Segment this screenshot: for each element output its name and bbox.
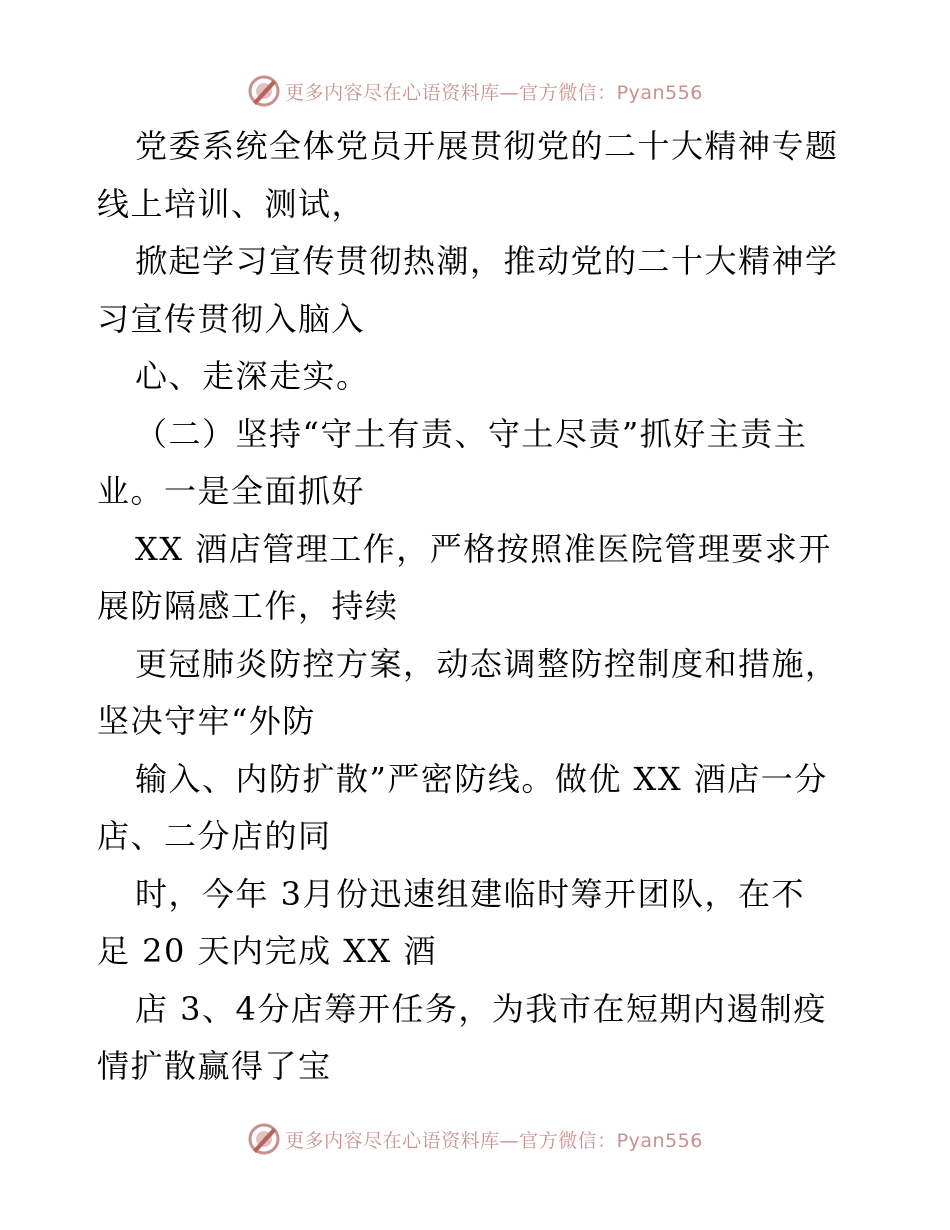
- header-watermark: [0, 69, 950, 113]
- text-line: 时，今年 3月份迅速组建临时筹开团队，在不: [135, 874, 806, 913]
- text-line: 输入、内防扩散”严密防线。做优 XX 酒店一分: [135, 759, 828, 798]
- text-line: 情扩散赢得了宝: [97, 1047, 332, 1085]
- text-line: 店 3、4分店筹开任务，为我市在短期内遏制疫: [135, 989, 827, 1028]
- text-line: 坚决守牢“外防: [97, 702, 316, 740]
- text-line: 党委系统全体党员开展贯彻党的二十大精神专题: [135, 127, 839, 165]
- watermark-text: 更多内容尽在心语资料库—官方微信：Pyan556: [285, 81, 703, 104]
- text-line: 线上培训、测试，: [97, 184, 366, 223]
- text-line: 展防隔感工作，持续: [97, 587, 399, 625]
- document-body: [97, 118, 857, 1096]
- text-line: 足 20 天内完成 XX 酒: [97, 932, 437, 970]
- text-line: 店、二分店的同: [97, 817, 332, 855]
- text-line: XX 酒店管理工作，严格按照准医院管理要求开: [135, 529, 832, 568]
- text-line: 更冠肺炎防控方案，动态调整防控制度和措施，: [135, 644, 839, 683]
- text-line: 习宣传贯彻入脑入: [97, 299, 366, 338]
- text-line: （二）坚持“守土有责、守土尽责”抓好主责主: [135, 414, 808, 453]
- text-line: 业。一是全面抓好: [97, 472, 366, 510]
- watermark-text: 更多内容尽在心语资料库—官方微信：Pyan556: [285, 1129, 703, 1152]
- text-line: 掀起学习宣传贯彻热潮，推动党的二十大精神学: [135, 242, 839, 280]
- pen-logo-icon: [247, 1122, 281, 1156]
- pen-logo-icon: [247, 74, 281, 108]
- text-line: 心、走深走实。: [135, 357, 370, 395]
- footer-watermark: [0, 1117, 950, 1161]
